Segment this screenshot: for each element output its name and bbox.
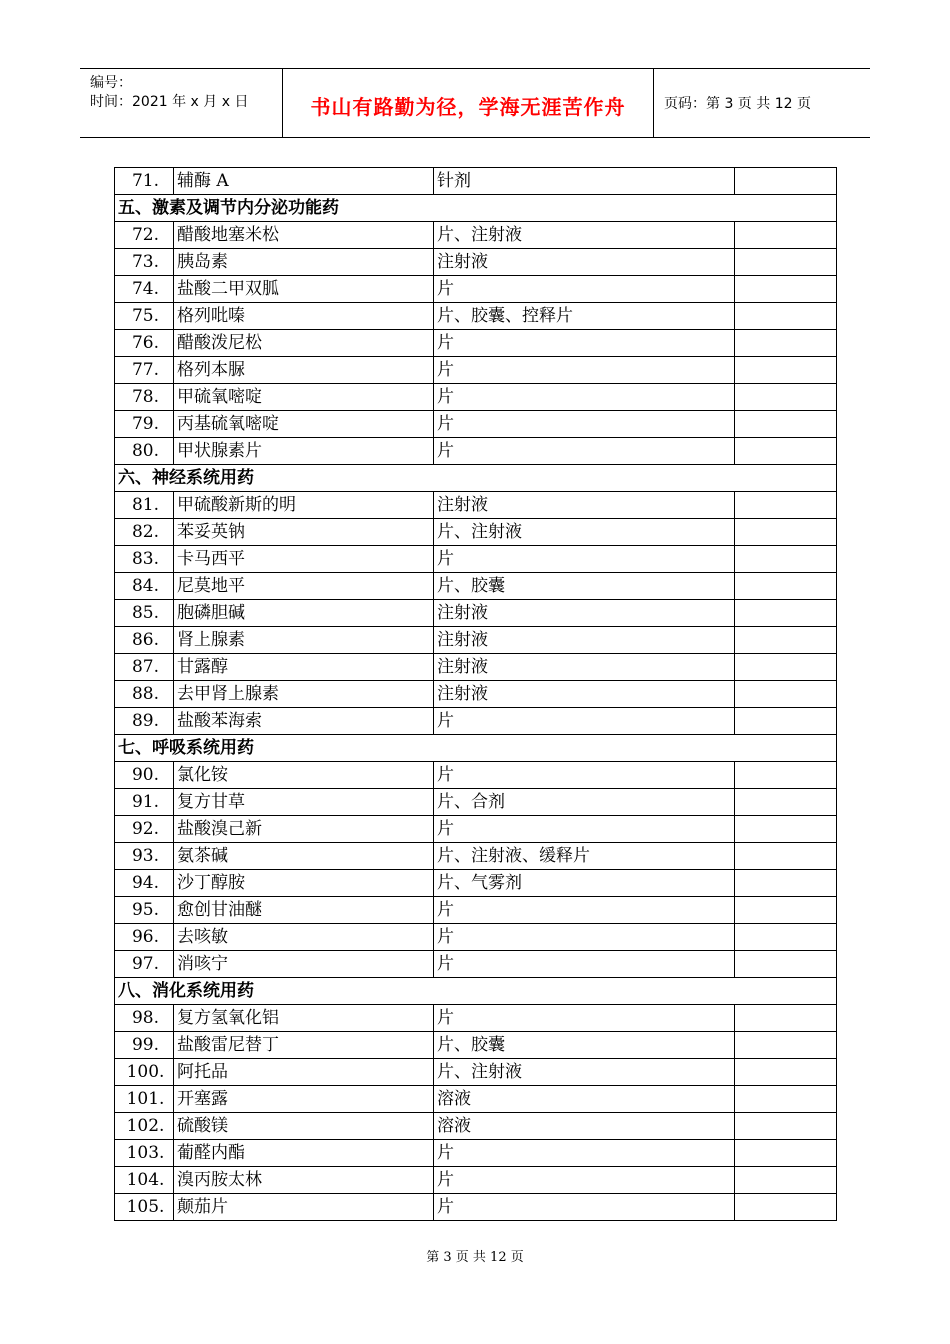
item-extra-cell xyxy=(735,897,837,924)
item-extra-cell xyxy=(735,762,837,789)
table-row xyxy=(115,384,837,411)
item-extra-cell xyxy=(735,1194,837,1221)
item-extra-cell xyxy=(735,1140,837,1167)
item-extra-cell xyxy=(735,924,837,951)
item-number: 81. xyxy=(115,492,174,519)
item-dosage-form: 片 xyxy=(434,1194,735,1221)
item-dosage-form: 片 xyxy=(434,762,735,789)
date-label: 时间：2021 年 x 月 x 日 xyxy=(90,94,249,110)
item-dosage-form: 片、注射液 xyxy=(434,222,735,249)
item-name: 丙基硫氧嘧啶 xyxy=(174,411,434,438)
item-name: 盐酸二甲双胍 xyxy=(174,276,434,303)
item-dosage-form: 片、胶囊、控释片 xyxy=(434,303,735,330)
table-row xyxy=(115,816,837,843)
item-extra-cell xyxy=(735,1113,837,1140)
table-row xyxy=(115,573,837,600)
item-name: 甲状腺素片 xyxy=(174,438,434,465)
header-meta-cell xyxy=(80,69,283,137)
table-row xyxy=(115,303,837,330)
table-row xyxy=(115,870,837,897)
item-dosage-form: 片、合剂 xyxy=(434,789,735,816)
table-row xyxy=(115,897,837,924)
item-extra-cell xyxy=(735,1086,837,1113)
item-number: 78. xyxy=(115,384,174,411)
item-dosage-form: 片 xyxy=(434,951,735,978)
table-row xyxy=(115,411,837,438)
item-extra-cell xyxy=(735,654,837,681)
table-row xyxy=(115,654,837,681)
table-row xyxy=(115,1032,837,1059)
table-row xyxy=(115,330,837,357)
medicine-table xyxy=(114,167,837,1221)
item-name: 葡醛内酯 xyxy=(174,1140,434,1167)
item-number: 103. xyxy=(115,1140,174,1167)
table-row xyxy=(115,627,837,654)
table-row xyxy=(115,249,837,276)
item-extra-cell xyxy=(735,573,837,600)
item-extra-cell xyxy=(735,222,837,249)
item-number: 92. xyxy=(115,816,174,843)
item-name: 盐酸溴己新 xyxy=(174,816,434,843)
item-dosage-form: 片 xyxy=(434,816,735,843)
item-extra-cell xyxy=(735,681,837,708)
section-title: 五、激素及调节内分泌功能药 xyxy=(115,195,837,222)
section-row xyxy=(115,978,837,1005)
table-row xyxy=(115,1113,837,1140)
table-row xyxy=(115,492,837,519)
item-number: 79. xyxy=(115,411,174,438)
table-row xyxy=(115,1086,837,1113)
item-name: 甲硫酸新斯的明 xyxy=(174,492,434,519)
item-number: 87. xyxy=(115,654,174,681)
item-dosage-form: 注射液 xyxy=(434,492,735,519)
table-row xyxy=(115,1005,837,1032)
table-row xyxy=(115,276,837,303)
item-dosage-form: 片、注射液、缓释片 xyxy=(434,843,735,870)
item-dosage-form: 片、注射液 xyxy=(434,519,735,546)
item-number: 86. xyxy=(115,627,174,654)
item-extra-cell xyxy=(735,438,837,465)
item-number: 88. xyxy=(115,681,174,708)
item-name: 消咳宁 xyxy=(174,951,434,978)
item-number: 94. xyxy=(115,870,174,897)
table-row xyxy=(115,1167,837,1194)
item-name: 甘露醇 xyxy=(174,654,434,681)
section-row xyxy=(115,735,837,762)
item-name: 开塞露 xyxy=(174,1086,434,1113)
item-number: 84. xyxy=(115,573,174,600)
item-extra-cell xyxy=(735,870,837,897)
item-dosage-form: 片 xyxy=(434,924,735,951)
item-name: 胰岛素 xyxy=(174,249,434,276)
item-dosage-form: 注射液 xyxy=(434,654,735,681)
item-number: 77. xyxy=(115,357,174,384)
item-number: 89. xyxy=(115,708,174,735)
item-name: 盐酸雷尼替丁 xyxy=(174,1032,434,1059)
section-title: 六、神经系统用药 xyxy=(115,465,837,492)
table-row xyxy=(115,789,837,816)
item-dosage-form: 注射液 xyxy=(434,249,735,276)
item-extra-cell xyxy=(735,1005,837,1032)
item-number: 85. xyxy=(115,600,174,627)
item-extra-cell xyxy=(735,951,837,978)
section-title: 八、消化系统用药 xyxy=(115,978,837,1005)
page-info: 页码：第 3 页 共 12 页 xyxy=(664,96,811,112)
item-number: 75. xyxy=(115,303,174,330)
item-name: 格列吡嗪 xyxy=(174,303,434,330)
item-name: 沙丁醇胺 xyxy=(174,870,434,897)
item-extra-cell xyxy=(735,843,837,870)
item-name: 颠茄片 xyxy=(174,1194,434,1221)
item-number: 96. xyxy=(115,924,174,951)
item-extra-cell xyxy=(735,492,837,519)
section-row xyxy=(115,195,837,222)
item-name: 辅酶 A xyxy=(174,168,434,195)
item-dosage-form: 片 xyxy=(434,708,735,735)
item-number: 101. xyxy=(115,1086,174,1113)
item-dosage-form: 溶液 xyxy=(434,1086,735,1113)
item-number: 71. xyxy=(115,168,174,195)
item-name: 复方甘草 xyxy=(174,789,434,816)
item-number: 90. xyxy=(115,762,174,789)
item-number: 95. xyxy=(115,897,174,924)
table-row xyxy=(115,924,837,951)
page-header xyxy=(80,68,870,138)
item-extra-cell xyxy=(735,249,837,276)
table-row xyxy=(115,1194,837,1221)
item-number: 102. xyxy=(115,1113,174,1140)
item-extra-cell xyxy=(735,789,837,816)
item-extra-cell xyxy=(735,411,837,438)
table-row xyxy=(115,168,837,195)
table-row xyxy=(115,708,837,735)
table-row xyxy=(115,681,837,708)
item-dosage-form: 注射液 xyxy=(434,681,735,708)
item-dosage-form: 片、胶囊 xyxy=(434,1032,735,1059)
item-dosage-form: 片、胶囊 xyxy=(434,573,735,600)
item-dosage-form: 片 xyxy=(434,546,735,573)
motto-text: 书山有路勤为径，学海无涯苦作舟 xyxy=(310,95,626,119)
item-extra-cell xyxy=(735,276,837,303)
item-extra-cell xyxy=(735,519,837,546)
item-name: 去咳敏 xyxy=(174,924,434,951)
item-dosage-form: 片 xyxy=(434,1167,735,1194)
item-name: 醋酸泼尼松 xyxy=(174,330,434,357)
item-extra-cell xyxy=(735,1032,837,1059)
item-dosage-form: 注射液 xyxy=(434,627,735,654)
page-footer: 第 3 页 共 12 页 xyxy=(426,1250,524,1265)
table-row xyxy=(115,600,837,627)
item-number: 72. xyxy=(115,222,174,249)
medicine-table-body xyxy=(115,168,837,1221)
item-name: 肾上腺素 xyxy=(174,627,434,654)
table-row xyxy=(115,762,837,789)
table-row xyxy=(115,843,837,870)
item-number: 97. xyxy=(115,951,174,978)
item-name: 去甲肾上腺素 xyxy=(174,681,434,708)
item-dosage-form: 片 xyxy=(434,1005,735,1032)
item-dosage-form: 片 xyxy=(434,411,735,438)
item-number: 100. xyxy=(115,1059,174,1086)
item-number: 105. xyxy=(115,1194,174,1221)
item-name: 氯化铵 xyxy=(174,762,434,789)
item-number: 99. xyxy=(115,1032,174,1059)
item-name: 甲硫氧嘧啶 xyxy=(174,384,434,411)
item-dosage-form: 片 xyxy=(434,357,735,384)
item-name: 阿托品 xyxy=(174,1059,434,1086)
item-extra-cell xyxy=(735,384,837,411)
item-extra-cell xyxy=(735,168,837,195)
item-dosage-form: 片 xyxy=(434,384,735,411)
item-dosage-form: 片 xyxy=(434,276,735,303)
section-title: 七、呼吸系统用药 xyxy=(115,735,837,762)
item-number: 104. xyxy=(115,1167,174,1194)
item-extra-cell xyxy=(735,303,837,330)
table-row xyxy=(115,357,837,384)
header-page-cell xyxy=(654,69,870,137)
item-dosage-form: 片 xyxy=(434,330,735,357)
item-dosage-form: 溶液 xyxy=(434,1113,735,1140)
item-name: 复方氢氧化铝 xyxy=(174,1005,434,1032)
item-dosage-form: 片 xyxy=(434,438,735,465)
item-extra-cell xyxy=(735,816,837,843)
number-label: 编号： xyxy=(90,75,132,91)
item-name: 盐酸苯海索 xyxy=(174,708,434,735)
item-name: 硫酸镁 xyxy=(174,1113,434,1140)
item-number: 83. xyxy=(115,546,174,573)
item-name: 卡马西平 xyxy=(174,546,434,573)
item-dosage-form: 针剂 xyxy=(434,168,735,195)
item-number: 76. xyxy=(115,330,174,357)
item-extra-cell xyxy=(735,330,837,357)
item-extra-cell xyxy=(735,600,837,627)
table-row xyxy=(115,546,837,573)
item-extra-cell xyxy=(735,546,837,573)
item-name: 格列本脲 xyxy=(174,357,434,384)
table-row xyxy=(115,222,837,249)
item-number: 82. xyxy=(115,519,174,546)
table-row xyxy=(115,1140,837,1167)
header-motto-cell xyxy=(283,69,654,137)
item-extra-cell xyxy=(735,357,837,384)
item-name: 胞磷胆碱 xyxy=(174,600,434,627)
item-dosage-form: 片、注射液 xyxy=(434,1059,735,1086)
item-name: 溴丙胺太林 xyxy=(174,1167,434,1194)
item-dosage-form: 片、气雾剂 xyxy=(434,870,735,897)
item-name: 氨茶碱 xyxy=(174,843,434,870)
item-name: 愈创甘油醚 xyxy=(174,897,434,924)
item-name: 苯妥英钠 xyxy=(174,519,434,546)
table-row xyxy=(115,438,837,465)
item-number: 74. xyxy=(115,276,174,303)
item-extra-cell xyxy=(735,627,837,654)
item-number: 98. xyxy=(115,1005,174,1032)
item-extra-cell xyxy=(735,1059,837,1086)
item-name: 尼莫地平 xyxy=(174,573,434,600)
item-number: 73. xyxy=(115,249,174,276)
item-dosage-form: 片 xyxy=(434,897,735,924)
table-row xyxy=(115,951,837,978)
item-dosage-form: 注射液 xyxy=(434,600,735,627)
item-number: 93. xyxy=(115,843,174,870)
section-row xyxy=(115,465,837,492)
item-extra-cell xyxy=(735,708,837,735)
table-row xyxy=(115,519,837,546)
item-dosage-form: 片 xyxy=(434,1140,735,1167)
item-number: 80. xyxy=(115,438,174,465)
item-name: 醋酸地塞米松 xyxy=(174,222,434,249)
table-row xyxy=(115,1059,837,1086)
item-extra-cell xyxy=(735,1167,837,1194)
item-number: 91. xyxy=(115,789,174,816)
